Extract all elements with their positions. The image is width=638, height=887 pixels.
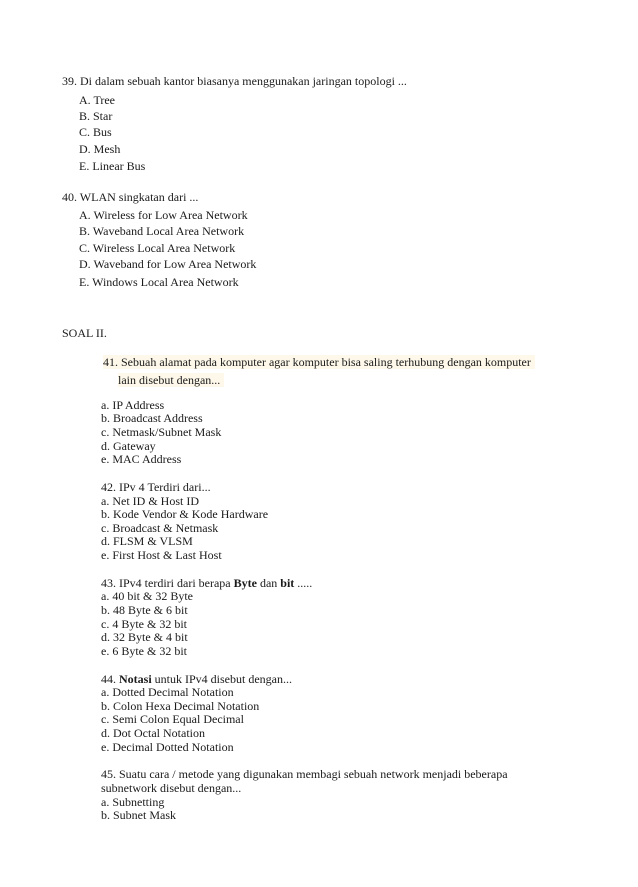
q40-text: 40. WLAN singkatan dari ... [62, 190, 199, 204]
q43-bold-byte: Byte [233, 576, 257, 590]
q40-option-c: C. Wireless Local Area Network [79, 241, 236, 255]
q42-text: 42. IPv 4 Terdiri dari... [101, 480, 211, 494]
q44-option-a: a. Dotted Decimal Notation [101, 685, 234, 699]
q44-option-e: e. Decimal Dotted Notation [101, 740, 234, 754]
q43-option-b: b. 48 Byte & 6 bit [101, 603, 188, 617]
q42-option-b: b. Kode Vendor & Kode Hardware [101, 507, 269, 521]
q40-option-b: B. Waveband Local Area Network [79, 224, 245, 238]
q39-option-a: A. Tree [79, 93, 116, 107]
q39-option-e: E. Linear Bus [79, 159, 146, 173]
q43-text-pre: 43. IPv4 terdiri dari berapa [101, 576, 234, 590]
q43-bold-bit: bit [280, 576, 295, 590]
q44-option-d: d. Dot Octal Notation [101, 726, 205, 740]
section-title: SOAL II. [62, 326, 107, 340]
q45-option-a: a. Subnetting [101, 795, 165, 809]
q39-option-b: B. Star [79, 109, 113, 123]
q43-text [101, 576, 312, 590]
q41-option-e: e. MAC Address [101, 452, 182, 466]
q39-option-d: D. Mesh [79, 142, 121, 156]
q43-option-a: a. 40 bit & 32 Byte [101, 589, 193, 603]
q43-option-c: c. 4 Byte & 32 bit [101, 617, 187, 631]
q41-option-c: c. Netmask/Subnet Mask [101, 425, 222, 439]
q42-option-d: d. FLSM & VLSM [101, 534, 193, 548]
q41-line2: lain disebut dengan... [118, 373, 224, 387]
q43-text-post: ..... [294, 576, 313, 590]
q44-text-post: untuk IPv4 disebut dengan... [151, 672, 292, 686]
q42-option-a: a. Net ID & Host ID [101, 494, 199, 508]
q45-line2: subnetwork disebut dengan... [101, 781, 242, 795]
q42-option-c: c. Broadcast & Netmask [101, 521, 219, 535]
q39-text: 39. Di dalam sebuah kantor biasanya menggunakan jaringan topologi ... [62, 74, 407, 88]
q43-text-mid: dan [256, 576, 281, 590]
q41-option-a: a. IP Address [101, 398, 165, 412]
q42-option-e: e. First Host & Last Host [101, 548, 222, 562]
q44-text [101, 672, 292, 686]
q40-option-a: A. Wireless for Low Area Network [79, 208, 248, 222]
q39-option-c: C. Bus [79, 125, 112, 139]
q45-line1: 45. Suatu cara / metode yang digunakan membagi sebuah network menjadi beberapa [101, 767, 508, 781]
q40-option-d: D. Waveband for Low Area Network [79, 257, 257, 271]
q43-option-d: d. 32 Byte & 4 bit [101, 630, 188, 644]
q44-bold-notasi: Notasi [119, 672, 152, 686]
q41-option-d: d. Gateway [101, 439, 156, 453]
q41-option-b: b. Broadcast Address [101, 411, 203, 425]
q44-option-c: c. Semi Colon Equal Decimal [101, 712, 244, 726]
q44-option-b: b. Colon Hexa Decimal Notation [101, 699, 260, 713]
q43-option-e: e. 6 Byte & 32 bit [101, 644, 187, 658]
q40-option-e: E. Windows Local Area Network [79, 275, 239, 289]
q41-line1: 41. Sebuah alamat pada komputer agar komputer bisa saling terhubung dengan komputer [103, 355, 535, 369]
q45-option-b: b. Subnet Mask [101, 808, 176, 822]
q44-text-pre: 44. [101, 672, 119, 686]
